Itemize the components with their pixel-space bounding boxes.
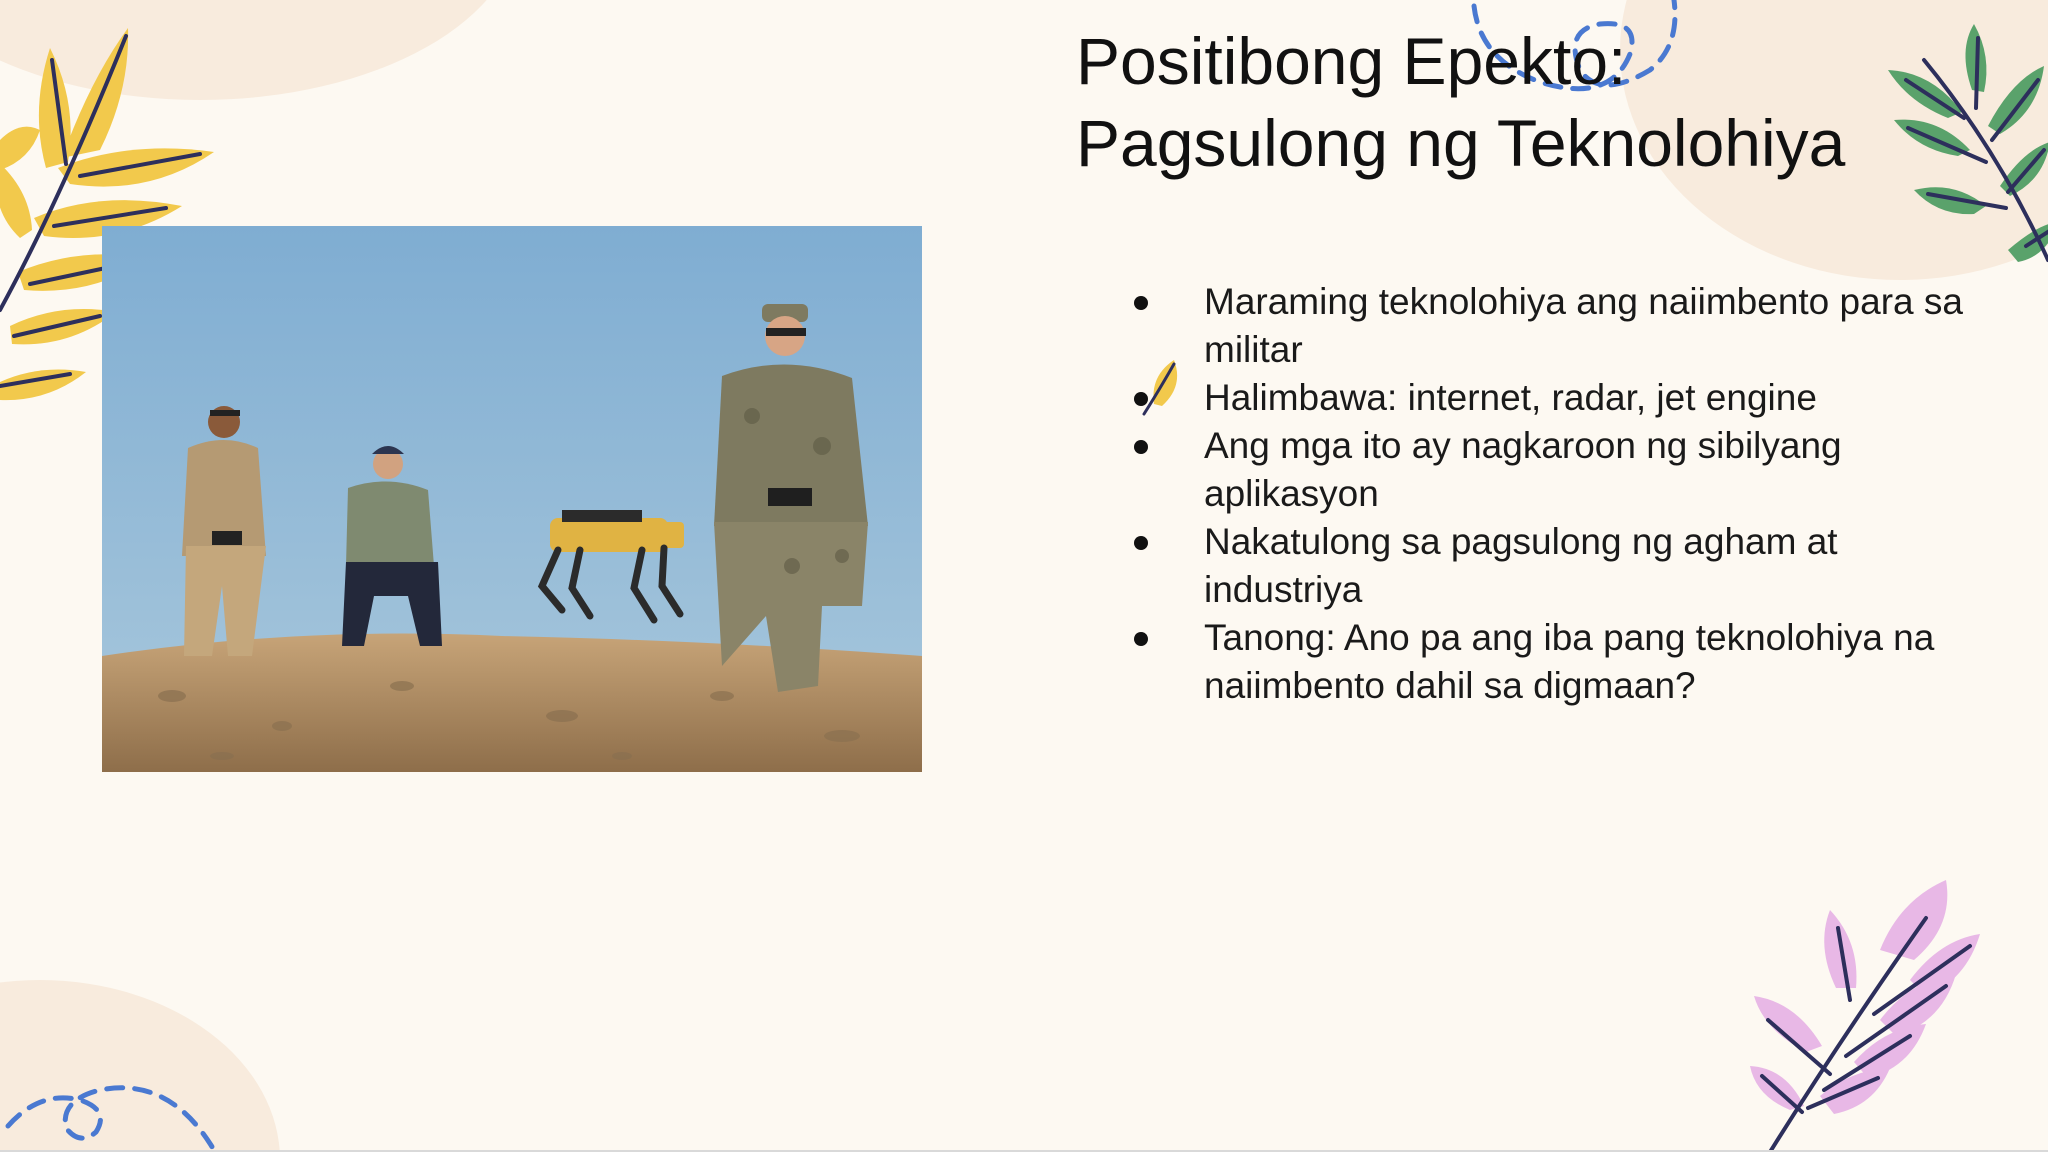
bullet-item: Halimbawa: internet, radar, jet engine — [1134, 374, 1994, 422]
dashed-swirl-icon — [0, 1040, 230, 1152]
military-robot-photo — [102, 226, 922, 772]
bullet-item: Nakatulong sa pagsulong ng agham at industriya — [1134, 518, 1994, 614]
pink-leaf-branch-icon — [1750, 870, 1980, 1152]
bullet-item: Maraming teknolohiya ang naiimbento para sa militar — [1134, 278, 1994, 374]
title-line: Positibong Epekto: — [1076, 24, 1627, 98]
bullet-item: Ang mga ito ay nagkaroon ng sibilyang aplikasyon — [1134, 422, 1994, 518]
title-line: Pagsulong ng Teknolohiya — [1076, 106, 1846, 180]
bullet-item: Tanong: Ano pa ang iba pang teknolohiya na naiimbento dahil sa digmaan? — [1134, 614, 1994, 710]
small-yellow-leaf-icon — [1140, 356, 1190, 416]
slide-title — [1076, 20, 1845, 184]
photo-illustration — [102, 226, 922, 772]
bullet-list — [1134, 278, 1994, 710]
green-leaf-branch-icon — [1888, 0, 2048, 300]
